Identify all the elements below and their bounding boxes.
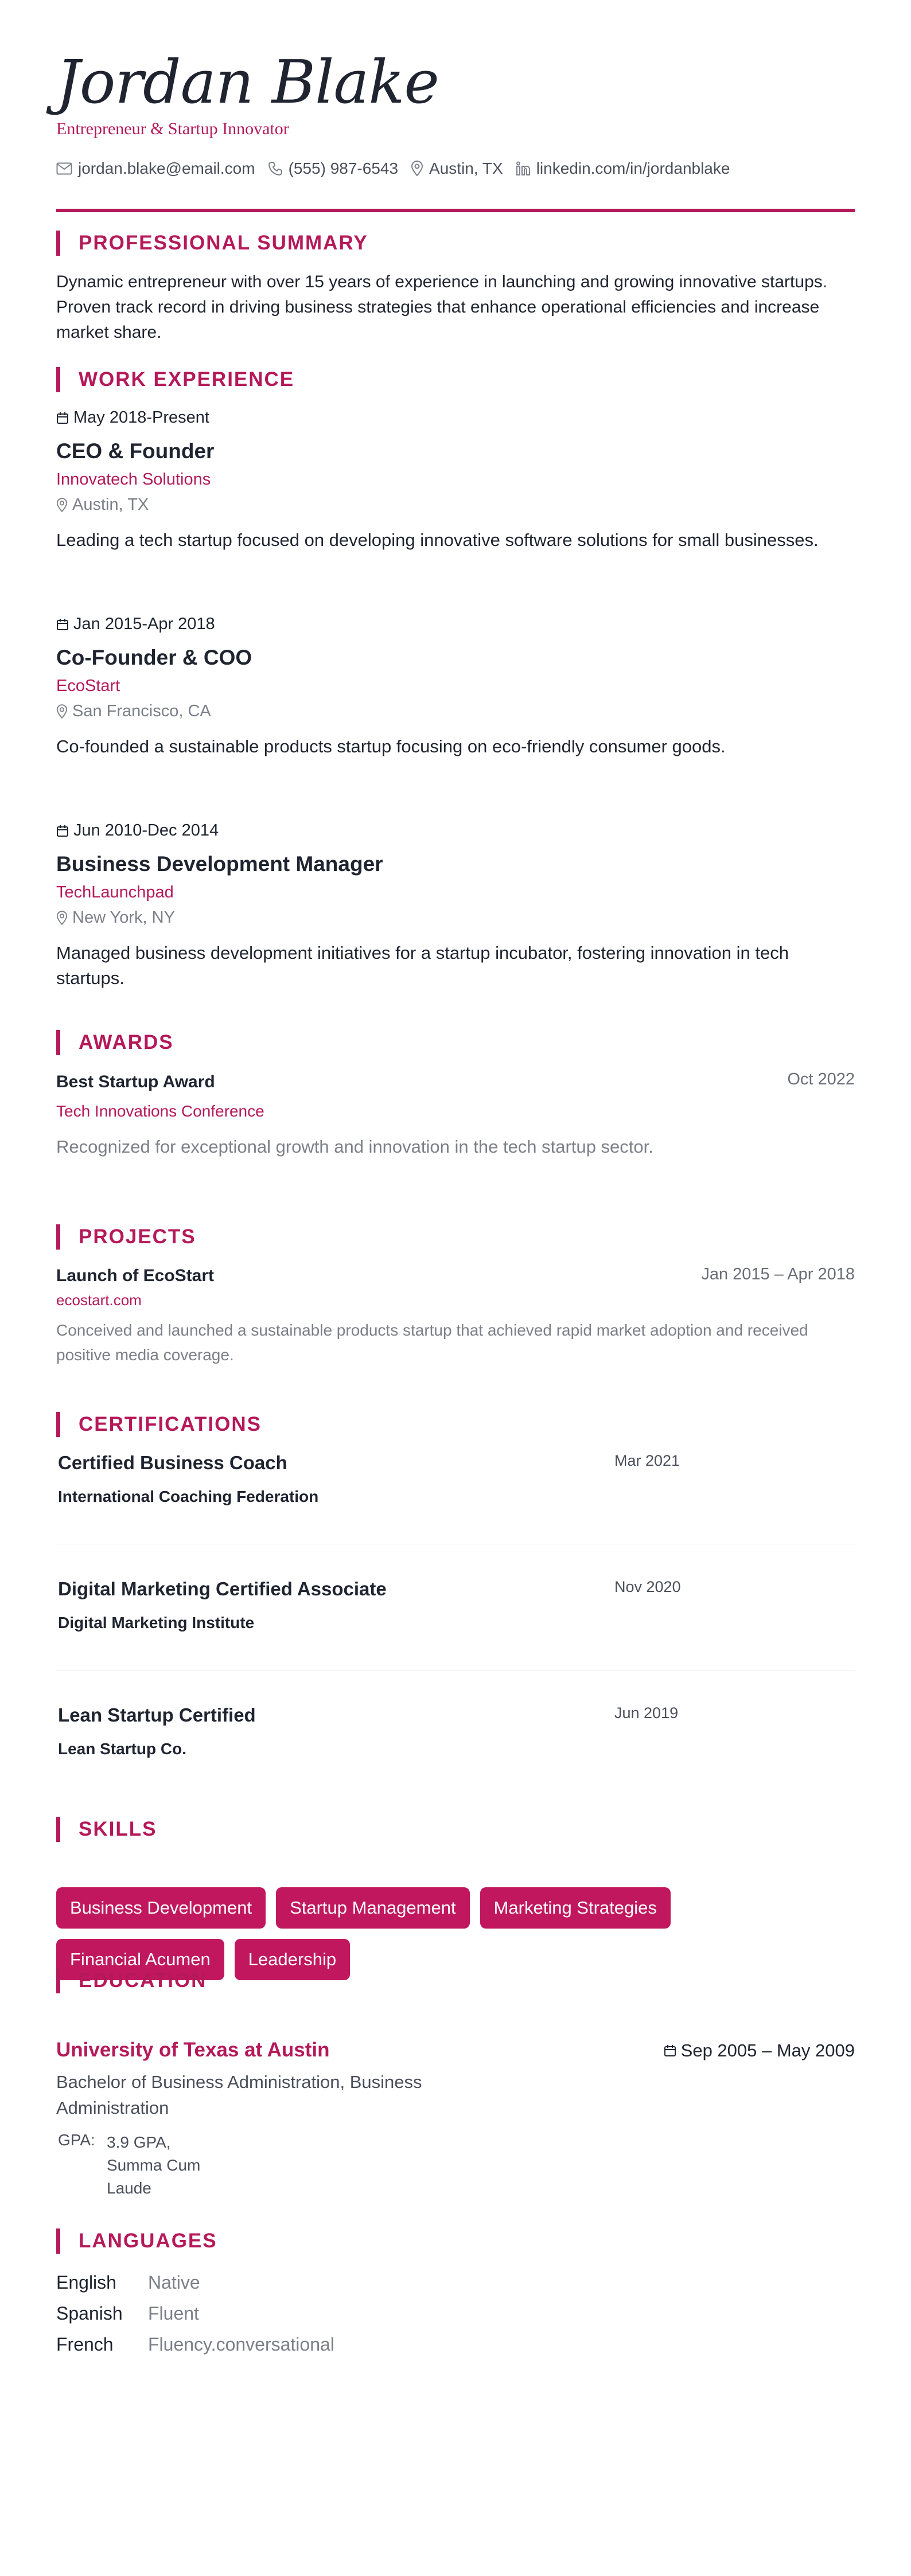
job-title: Co-Founder & COO [56, 646, 252, 669]
calendar-icon [56, 825, 69, 837]
certification-title: Lean Startup Certified [58, 1704, 256, 1726]
language-level: Fluency.conversational [148, 2334, 334, 2355]
education-date-text: Sep 2005 – May 2009 [680, 2040, 855, 2060]
phone-icon [268, 161, 283, 176]
section-title-education: EDUCATION [56, 1968, 207, 1993]
job-description: Co-founded a sustainable products startup focusing on eco-friendly consumer goods. [56, 736, 726, 756]
job-company: TechLaunchpad [56, 883, 174, 901]
project-date: Jan 2015 – Apr 2018 [701, 1265, 855, 1283]
language-name: Spanish [56, 2303, 123, 2324]
location-pin-icon [56, 704, 68, 719]
language-row [56, 2303, 199, 2324]
language-row [56, 2334, 334, 2355]
contact-email[interactable] [56, 159, 255, 178]
summary-text: Dynamic entrepreneur with over 15 years of experience in launching and growing innovative startups. Proven track record in driving business strategies that enhance operational efficiencies and increase market share. [56, 272, 828, 342]
contact-phone[interactable] [268, 159, 398, 178]
certification-divider [56, 1670, 855, 1671]
job-description: Managed business development initiatives for a startup incubator, fostering innovation in tech startups. [56, 943, 789, 988]
certification-issuer: Lean Startup Co. [58, 1740, 187, 1758]
certification-date: Nov 2020 [614, 1578, 681, 1595]
certification-issuer: Digital Marketing Institute [58, 1614, 255, 1632]
language-name: English [56, 2272, 116, 2293]
award-organization: Tech Innovations Conference [56, 1102, 264, 1120]
section-title-skills: SKILLS [56, 1817, 157, 1842]
award-title: Best Startup Award [56, 1072, 215, 1091]
job-location-text: New York, NY [72, 908, 175, 927]
job-date [56, 821, 219, 840]
language-row [56, 2272, 200, 2293]
section-title-certifications: CERTIFICATIONS [56, 1412, 262, 1437]
job-location [56, 495, 149, 514]
email-text: jordan.blake@email.com [78, 159, 255, 177]
section-title-awards: AWARDS [56, 1030, 174, 1055]
linkedin-icon [516, 161, 531, 176]
job-description: Leading a tech startup focused on developing innovative software solutions for small businesses. [56, 530, 819, 550]
job-location [56, 908, 175, 927]
language-name: French [56, 2334, 114, 2355]
certification-title: Digital Marketing Certified Associate [58, 1578, 387, 1599]
location-text: Austin, TX [429, 159, 503, 177]
language-level: Fluent [148, 2303, 199, 2324]
phone-text: (555) 987-6543 [288, 159, 399, 177]
certification-date: Jun 2019 [614, 1704, 679, 1722]
certification-title: Certified Business Coach [58, 1452, 287, 1473]
contact-linkedin[interactable] [516, 159, 730, 178]
education-degree: Bachelor of Business Administration, Business Administration [56, 2072, 422, 2118]
job-title: Business Development Manager [56, 852, 383, 876]
candidate-name: Jordan Blake [56, 47, 439, 117]
job-location [56, 702, 211, 721]
project-link[interactable]: ecostart.com [56, 1291, 142, 1309]
skill-tag: Leadership [235, 1939, 350, 1980]
job-location-text: Austin, TX [72, 495, 149, 514]
education-date [664, 2040, 855, 2061]
section-title-experience: WORK EXPERIENCE [56, 367, 294, 392]
contact-location [411, 159, 503, 178]
skill-tag: Financial Acumen [56, 1939, 224, 1980]
language-level: Native [148, 2272, 200, 2293]
location-pin-icon [411, 161, 423, 177]
award-description: Recognized for exceptional growth and innovation in the tech startup sector. [56, 1137, 653, 1157]
section-title-languages: LANGUAGES [56, 2228, 217, 2254]
candidate-headline: Entrepreneur & Startup Innovator [56, 119, 289, 138]
gpa-value: 3.9 GPA, Summa Cum Laude [107, 2133, 201, 2197]
certification-issuer: International Coaching Federation [58, 1488, 319, 1505]
header-divider [56, 209, 855, 212]
job-date-text: Jan 2015-Apr 2018 [73, 615, 215, 633]
job-date [56, 408, 209, 427]
award-date: Oct 2022 [787, 1070, 855, 1088]
location-pin-icon [56, 911, 68, 926]
mail-icon [56, 162, 72, 175]
job-date [56, 615, 215, 634]
job-date-text: May 2018-Present [73, 408, 209, 427]
education-school: University of Texas at Austin [56, 2039, 330, 2061]
job-company: Innovatech Solutions [56, 470, 211, 489]
skill-tag: Business Development [56, 1887, 266, 1929]
job-location-text: San Francisco, CA [72, 702, 211, 720]
project-title: Launch of EcoStart [56, 1266, 215, 1285]
job-title: CEO & Founder [56, 439, 215, 463]
calendar-icon [664, 2044, 676, 2057]
section-title-projects: PROJECTS [56, 1224, 196, 1250]
gpa-label: GPA: [58, 2131, 95, 2149]
skill-tag: Marketing Strategies [480, 1887, 671, 1929]
skill-tag: Startup Management [276, 1887, 470, 1929]
contact-bar [56, 159, 742, 178]
project-description: Conceived and launched a sustainable products startup that achieved rapid market adoption and received positive media coverage. [56, 1321, 808, 1364]
job-company: EcoStart [56, 677, 120, 695]
section-title-summary: PROFESSIONAL SUMMARY [56, 231, 368, 256]
job-date-text: Jun 2010-Dec 2014 [73, 821, 219, 840]
calendar-icon [56, 412, 69, 424]
linkedin-text: linkedin.com/in/jordanblake [536, 159, 730, 177]
calendar-icon [56, 618, 69, 631]
location-pin-icon [56, 498, 68, 513]
certification-date: Mar 2021 [614, 1452, 680, 1469]
